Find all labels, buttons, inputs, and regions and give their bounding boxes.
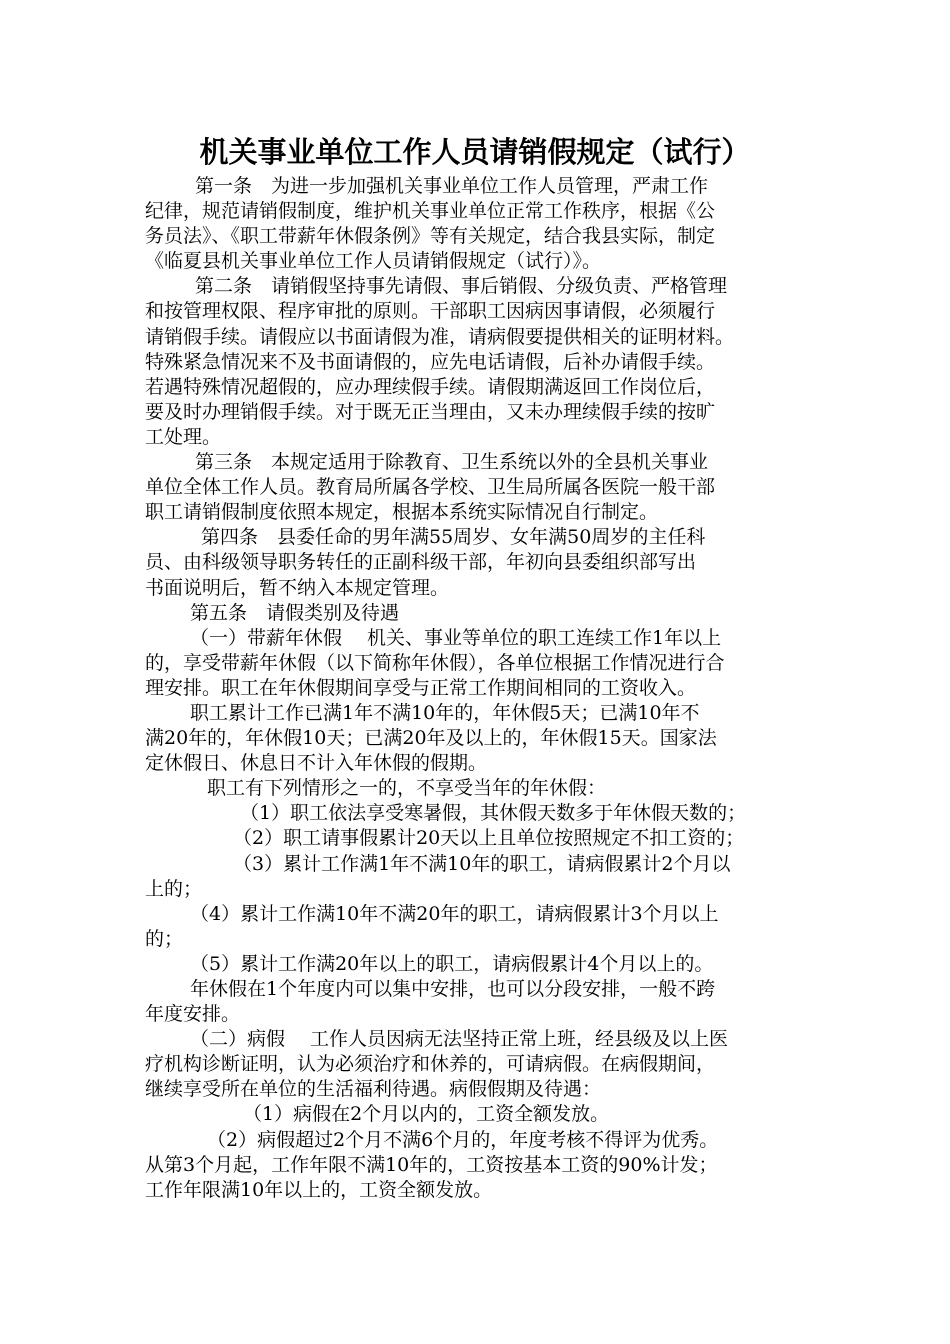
body-text-line: 第三条 本规定适用于除教育、卫生系统以外的全县机关事业 xyxy=(195,451,709,474)
body-text-line: （1）职工依法享受寒暑假，其休假天数多于年休假天数的； xyxy=(240,802,747,825)
body-text-line: 工作年限满10年以上的，工资全额发放。 xyxy=(145,1178,493,1201)
body-text-line: 第四条 县委任命的男年满55周岁、女年满50周岁的主任科 xyxy=(201,526,706,549)
body-text-line: 请销假手续。请假应以书面请假为准，请病假要提供相关的证明材料。 xyxy=(145,325,735,348)
body-text-line: 满20年的，年休假10天；已满20年及以上的，年休假15天。国家法 xyxy=(145,727,717,750)
body-text-line: 工处理。 xyxy=(145,425,222,448)
body-text-line: 和按管理权限、程序审批的原则。干部职工因病因事请假，必须履行 xyxy=(145,300,716,323)
body-text-line: 务员法》、《职工带薪年休假条例》等有关规定，结合我县实际，制定 xyxy=(145,225,716,248)
body-text-line: 疗机构诊断证明，认为必须治疗和休养的，可请病假。在病假期间， xyxy=(145,1053,716,1076)
body-text-line: 员、由科级领导职务转任的正副科级干部，年初向县委组织部写出 xyxy=(145,551,697,574)
body-text-line: 上的； xyxy=(145,877,203,900)
body-text-line: 定休假日、休息日不计入年休假的假期。 xyxy=(145,752,488,775)
body-text-line: 第二条 请销假坚持事先请假、事后销假、分级负责、严格管理 xyxy=(195,275,728,298)
body-text-line: 年度安排。 xyxy=(145,1003,241,1026)
body-text-line: 纪律，规范请销假制度，维护机关事业单位正常工作秩序，根据《公 xyxy=(145,200,716,223)
body-text-line: 的，享受带薪年休假（以下简称年休假），各单位根据工作情况进行合 xyxy=(145,651,725,674)
body-text-line: （2）职工请事假累计20天以上且单位按照规定不扣工资的； xyxy=(233,827,745,850)
body-text-line: 《临夏县机关事业单位工作人员请销假规定（试行）》。 xyxy=(145,250,602,273)
body-text-line: （3）累计工作满1年不满10年的职工，请病假累计2个月以 xyxy=(233,852,731,875)
document-body xyxy=(145,174,813,1203)
body-text-line: 的； xyxy=(145,927,184,950)
document-title: 机关事业单位工作人员请销假规定（试行） xyxy=(199,135,751,169)
body-text-line: 书面说明后，暂不纳入本规定管理。 xyxy=(145,576,450,599)
body-text-line: 理安排。职工在年休假期间享受与正常工作期间相同的工资收入。 xyxy=(145,676,697,699)
body-text-line: （一）带薪年休假 机关、事业等单位的职工连续工作1年以上 xyxy=(190,626,722,649)
body-text-line: 从第3个月起，工作年限不满10年的，工资按基本工资的90%计发； xyxy=(145,1153,718,1176)
body-text-line: 年休假在1个年度内可以集中安排，也可以分段安排，一般不跨 xyxy=(190,978,716,1000)
body-text-line: 职工请销假制度依照本规定，根据本系统实际情况自行制定。 xyxy=(145,501,659,524)
body-text-line: 职工累计工作已满1年不满10年的，年休假5天；已满10年不 xyxy=(190,701,700,724)
body-text-line: 第五条 请假类别及待遇 xyxy=(190,601,400,624)
body-text-line: 继续享受所在单位的生活福利待遇。病假假期及待遇： xyxy=(145,1078,602,1101)
body-text-line: 职工有下列情形之一的，不享受当年的年休假： xyxy=(207,777,607,800)
body-text-line: （1）病假在2个月以内的，工资全额发放。 xyxy=(243,1103,610,1126)
body-text-line: （2）病假超过2个月不满6个月的，年度考核不得评为优秀。 xyxy=(207,1128,719,1151)
body-text-line: 第一条 为进一步加强机关事业单位工作人员管理，严肃工作 xyxy=(195,175,709,197)
body-text-line: 特殊紧急情况来不及书面请假的，应先电话请假，后补办请假手续。 xyxy=(145,350,716,373)
body-text-line: 要及时办理销假手续。对于既无正当理由，又未办理续假手续的按旷 xyxy=(145,400,716,423)
body-text-line: 单位全体工作人员。教育局所属各学校、卫生局所属各医院一般干部 xyxy=(145,476,716,499)
body-text-line: （4）累计工作满10年不满20年的职工，请病假累计3个月以上 xyxy=(190,902,719,925)
body-text-line: （5）累计工作满20年以上的职工，请病假累计4个月以上的。 xyxy=(190,952,714,975)
body-text-line: 若遇特殊情况超假的，应办理续假手续。请假期满返回工作岗位后， xyxy=(145,375,716,398)
body-text-line: （二）病假 工作人员因病无法坚持正常上班，经县级及以上医 xyxy=(190,1028,729,1051)
